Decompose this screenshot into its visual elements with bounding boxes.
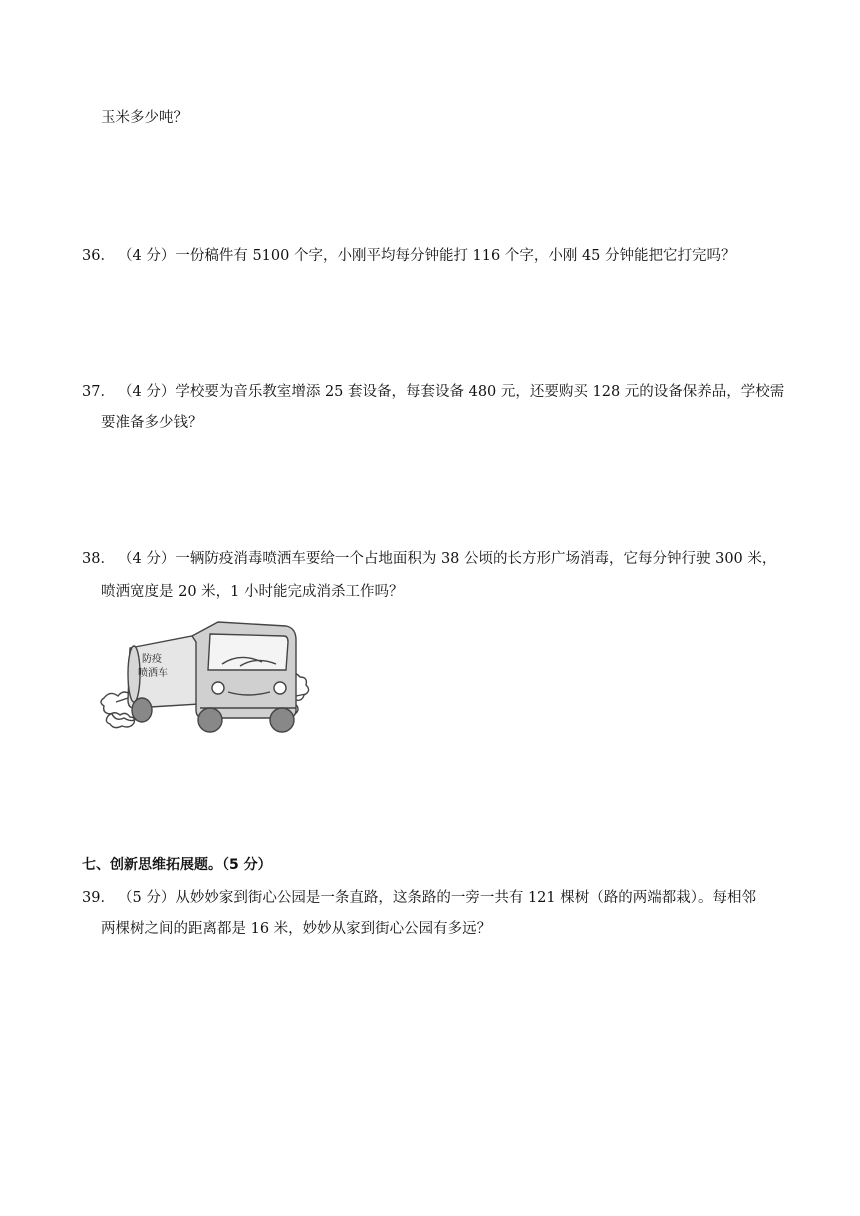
continued-question-line: 玉米多少吨？: [101, 110, 188, 126]
truck-label-line2: 喷洒车: [138, 668, 168, 679]
spray-truck-icon: [100, 612, 314, 736]
question-number: 38．: [82, 551, 115, 567]
truck-label-line1: 防疫: [142, 654, 162, 665]
question-text: （5 分）从妙妙家到街心公园是一条直路，这条路的一旁一共有 121 棵树（路的两端都栽）。每相邻: [118, 890, 756, 906]
question-number: 37．: [82, 384, 115, 400]
question-text: （4 分）学校要为音乐教室增添 25 套设备，每套设备 480 元，还要购买 128 元的设备保养品，学校需: [118, 384, 785, 400]
question-text-cont: 要准备多少钱？: [101, 415, 203, 431]
question-text: （4 分）一份稿件有 5100 个字，小刚平均每分钟能打 116 个字，小刚 45 分钟能把它打完吗？: [118, 248, 736, 264]
section-7-heading: 七、创新思维拓展题。（5 分）: [82, 857, 272, 873]
question-number: 36．: [82, 248, 115, 264]
question-number: 39．: [82, 890, 115, 906]
question-text: （4 分）一辆防疫消毒喷洒车要给一个占地面积为 38 公顷的长方形广场消毒，它每分钟行驶 300 米，: [118, 551, 777, 567]
question-text-cont: 喷洒宽度是 20 米，1 小时能完成消杀工作吗？: [101, 584, 404, 600]
question-text-cont: 两棵树之间的距离都是 16 米，妙妙从家到街心公园有多远？: [101, 921, 492, 937]
